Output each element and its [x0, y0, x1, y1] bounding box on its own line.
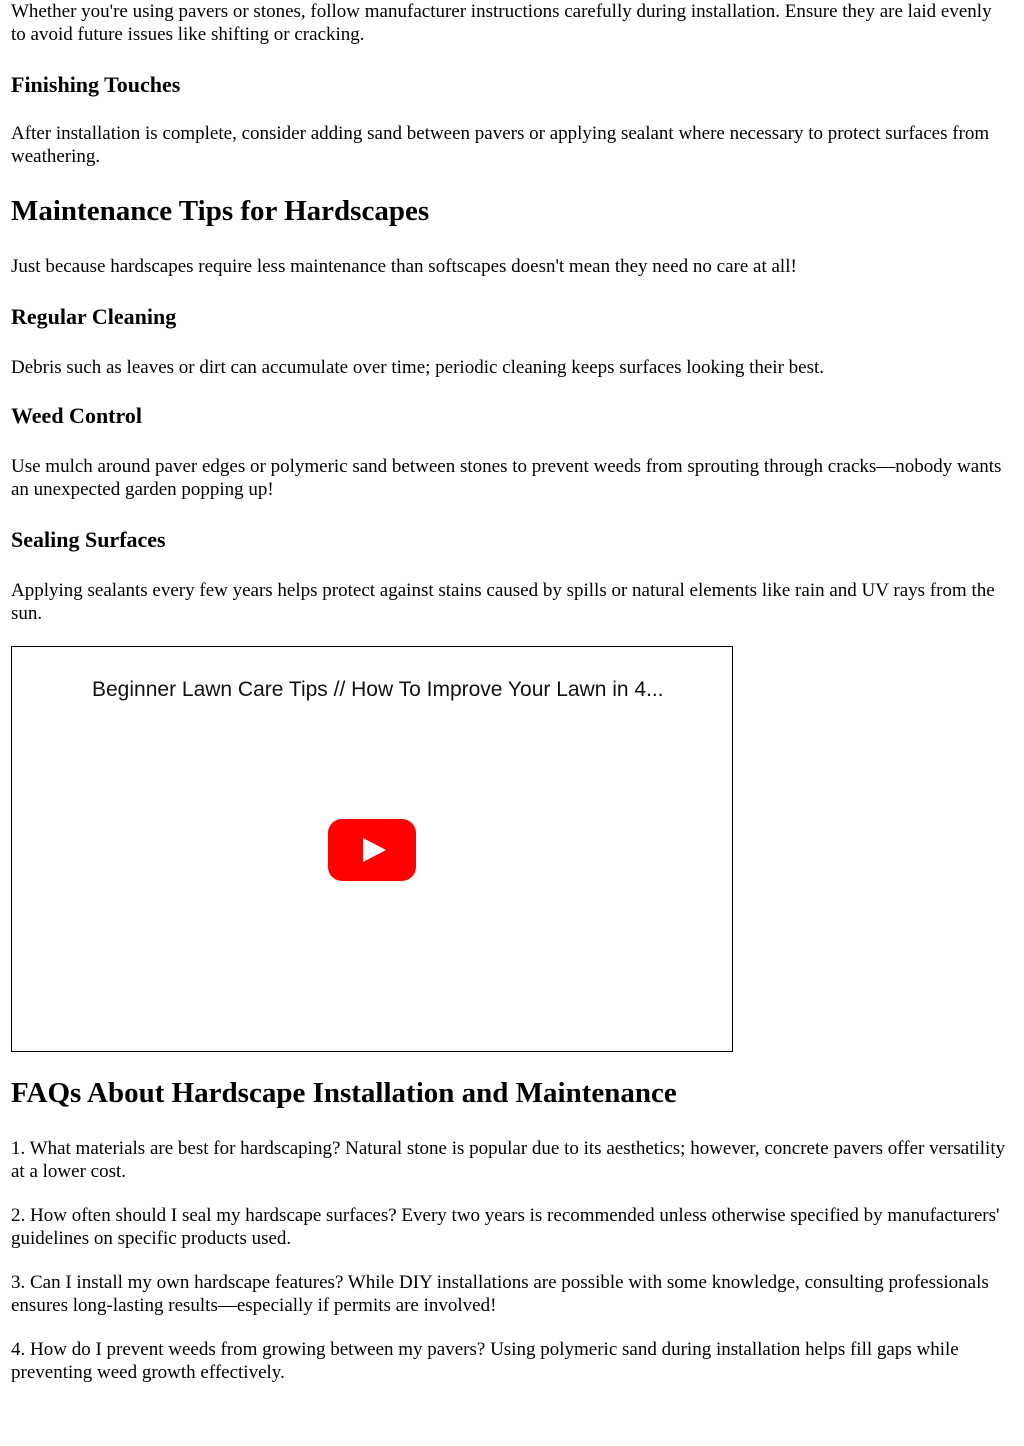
intro-paragraph: Whether you're using pavers or stones, follow manufacturer instructions carefully during installation. Ensure they are laid evenly to avoid future issues like shifting or cracking.: [11, 1, 992, 45]
youtube-play-icon[interactable]: [328, 819, 416, 881]
regular-cleaning-heading: Regular Cleaning: [11, 304, 177, 329]
faq-item: 4. How do I prevent weeds from growing between my pavers? Using polymeric sand during installation helps fill gaps while preventing weed growth effectively.: [11, 1339, 959, 1383]
faq-item: 3. Can I install my own hardscape features? While DIY installations are possible with some knowledge, consulting professionals ensures long-lasting results—especially if permits are involved!: [11, 1272, 989, 1316]
weed-control-heading: Weed Control: [11, 403, 142, 428]
regular-cleaning-paragraph: Debris such as leaves or dirt can accumulate over time; periodic cleaning keeps surfaces looking their best.: [11, 357, 825, 378]
maintenance-intro-paragraph: Just because hardscapes require less maintenance than softscapes doesn't mean they need no care at all!: [11, 256, 797, 277]
faqs-heading: FAQs About Hardscape Installation and Maintenance: [11, 1077, 677, 1109]
sealing-surfaces-heading: Sealing Surfaces: [11, 527, 166, 552]
finishing-touches-heading: Finishing Touches: [11, 72, 181, 97]
faq-item: 2. How often should I seal my hardscape surfaces? Every two years is recommended unless otherwise specified by manufacturers' guidelines on specific products used.: [11, 1205, 1000, 1249]
weed-control-paragraph: Use mulch around paver edges or polymeric sand between stones to prevent weeds from sprouting through cracks—nobody wants an unexpected garden popping up!: [11, 456, 1002, 500]
youtube-play-button[interactable]: [328, 819, 416, 881]
maintenance-heading: Maintenance Tips for Hardscapes: [11, 195, 430, 227]
video-title[interactable]: Beginner Lawn Care Tips // How To Improve Your Lawn in 4...: [92, 678, 664, 701]
sealing-surfaces-paragraph: Applying sealants every few years helps protect against stains caused by spills or natural elements like rain and UV rays from the sun.: [11, 580, 995, 624]
video-embed[interactable]: [11, 646, 733, 1052]
finishing-touches-paragraph: After installation is complete, consider adding sand between pavers or applying sealant where necessary to protect surfaces from weathering.: [11, 123, 990, 167]
faq-item: 1. What materials are best for hardscaping? Natural stone is popular due to its aesthetics; however, concrete pavers offer versatility at a lower cost.: [11, 1138, 1006, 1182]
